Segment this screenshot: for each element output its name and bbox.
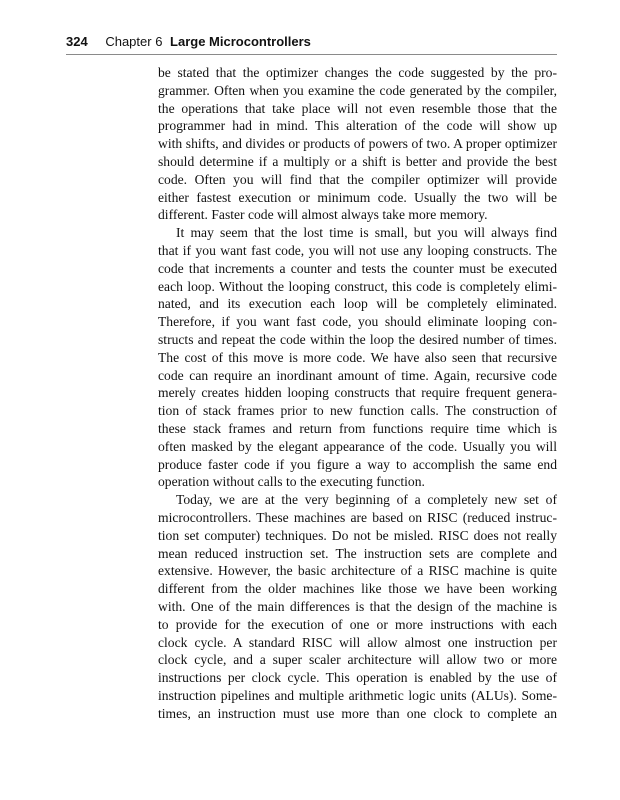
text-line: instruction pipelines and multiple arithmetic logic units (ALUs). Some- (158, 687, 557, 703)
text-line: either fastest execution or minimum code. Usually the two will be (158, 189, 557, 205)
text-line: should determine if a multiply or a shift is better and provide the best (158, 153, 557, 169)
text-line: instructions per clock cycle. This operation is enabled by the use of (158, 670, 557, 686)
text-line: different from the older machines like those we have been working (158, 581, 557, 597)
text-line: with. One of the main differences is that the design of the machine is (158, 598, 557, 614)
text-line: It may seem that the lost time is small, but you will always find (176, 225, 557, 241)
body-text (158, 64, 557, 722)
text-line: structs and repeat the code within the loop the desired number of times. (158, 331, 557, 347)
chapter-label: Chapter 6 (105, 34, 163, 49)
text-line: programmer had in mind. This alteration of the code will show up (158, 118, 557, 134)
text-line: mean reduced instruction set. The instruction sets are complete and (158, 545, 557, 561)
text-line: code that increments a counter and tests the counter must be executed (158, 260, 557, 276)
header-rule (66, 54, 557, 55)
text-line: operation without calls to the executing function. (158, 474, 425, 490)
text-line: microcontrollers. These machines are based on RISC (reduced instruc- (158, 509, 557, 525)
text-line: clock cycle, and a super scaler architecture will allow two or more (158, 652, 557, 668)
text-line: clock cycle. A standard RISC will allow almost one instruction per (158, 634, 557, 650)
text-line: to provide for the execution of one or more instructions with each (158, 616, 557, 632)
text-line: the operations that take place will not even resemble those that the (158, 100, 557, 116)
text-line: nated, and its execution each loop will be completely eliminated. (158, 296, 557, 312)
text-line: grammer. Often when you examine the code generated by the compiler, (158, 82, 557, 98)
text-line: Therefore, if you want fast code, you should eliminate looping con- (158, 314, 557, 330)
text-line: tion set computer) techniques. Do not be misled. RISC does not really (158, 527, 557, 543)
text-line: each loop. Without the looping construct, this code is completely elimi- (158, 278, 557, 294)
running-header (66, 34, 556, 54)
page-number: 324 (66, 34, 88, 49)
text-line: times, an instruction must use more than one clock to complete an (158, 705, 557, 721)
text-line: merely creates hidden looping constructs that require frequent genera- (158, 385, 557, 401)
text-line: often masked by the elegant appearance of the code. Usually you will (158, 438, 557, 454)
text-line: tion of stack frames prior to new function calls. The construction of (158, 403, 557, 419)
text-line: these stack frames and return from functions require time which is (158, 420, 557, 436)
text-line: code can require an inordinant amount of time. Again, recursive code (158, 367, 557, 383)
text-line: extensive. However, the basic architecture of a RISC machine is quite (158, 563, 557, 579)
text-line: with shifts, and divides or products of powers of two. A proper optimizer (158, 136, 557, 152)
text-line: produce faster code if you figure a way to accomplish the same end (158, 456, 557, 472)
text-line: code. Often you will find that the compiler optimizer will provide (158, 171, 557, 187)
chapter-title: Large Microcontrollers (170, 34, 311, 49)
text-line: be stated that the optimizer changes the code suggested by the pro- (158, 65, 557, 80)
text-line: Today, we are at the very beginning of a completely new set of (176, 492, 557, 508)
text-line: The cost of this move is more code. We have also seen that recursive (158, 349, 557, 365)
text-line: different. Faster code will almost always take more memory. (158, 207, 488, 223)
text-line: that if you want fast code, you will not use any looping constructs. The (158, 242, 557, 258)
